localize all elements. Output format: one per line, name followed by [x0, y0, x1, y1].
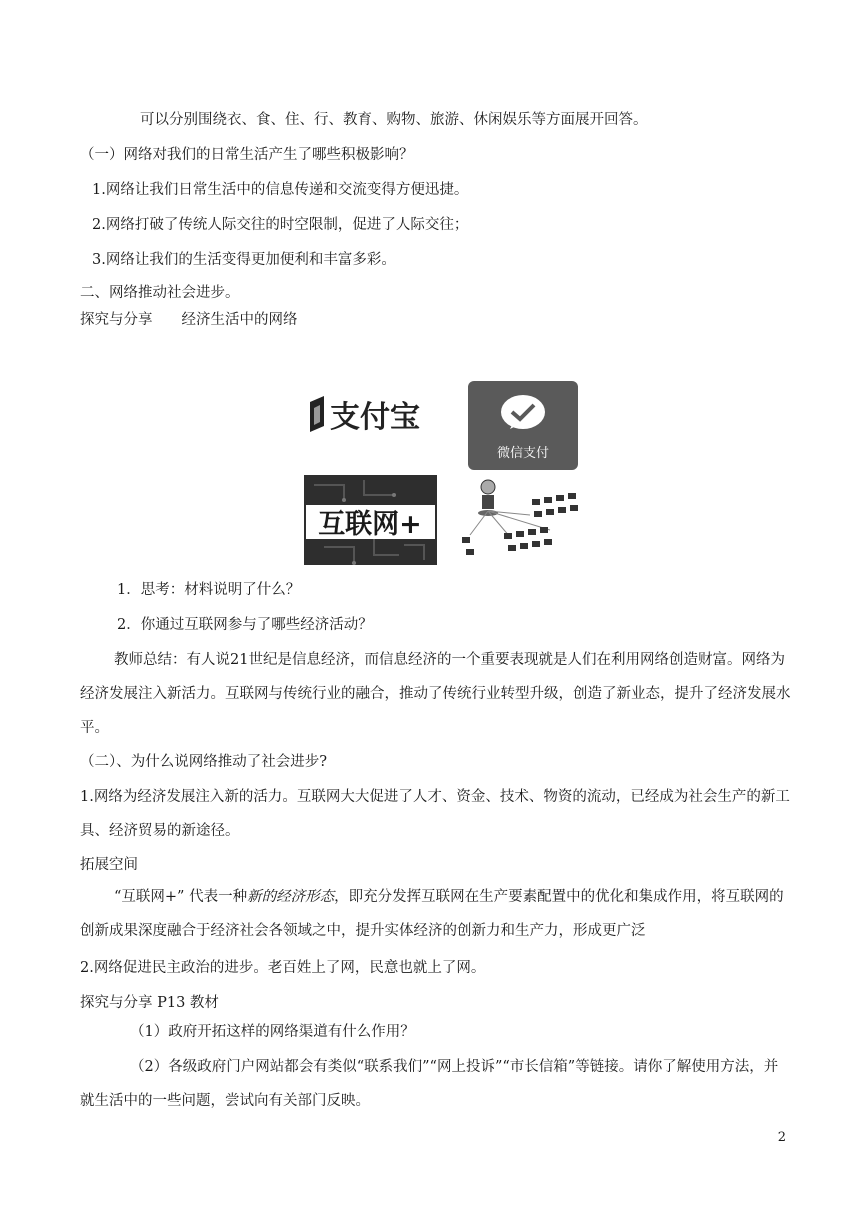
alipay-text: 支付宝 [330, 400, 420, 435]
alipay-logo [306, 392, 442, 440]
section1-title: （一）网络对我们的日常生活产生了哪些积极影响？ [80, 147, 414, 163]
internet-plus-text: 互联网+ [318, 509, 422, 540]
point-2: 2.网络打破了传统人际交往的时空限制，促进了人际交往； [92, 217, 469, 233]
gov-question-1: （1）政府开拓这样的网络渠道有什么作用？ [130, 1024, 415, 1040]
question-1: 1．思考：材料说明了什么？ [117, 582, 301, 598]
question-2: 2．你通过互联网参与了哪些经济活动？ [117, 617, 373, 633]
section2-title: （二）、为什么说网络推动了社会进步? [80, 754, 328, 770]
heading-2: 二、网络推动社会进步。 [80, 285, 240, 301]
explore-heading: 探究与分享 经济生活中的网络 [80, 312, 298, 328]
point-democracy: 2.网络促进民主政治的进步。老百姓上了网，民意也就上了网。 [80, 960, 486, 976]
network-illustration [460, 475, 588, 565]
gov-question-2: （2）各级政府门户网站都会有类似“联系我们”“网上投诉”“市长信箱”等链接。请你了解使用方法，并就生活中的一些问题，尝试向有关部门反映。 [80, 1059, 779, 1109]
wechat-pay-text: 微信支付 [496, 446, 550, 461]
point-3: 3.网络让我们的生活变得更加便利和丰富多彩。 [92, 252, 396, 268]
expand-title: 拓展空间 [80, 857, 138, 873]
expand-paragraph [80, 880, 792, 948]
internet-plus-image [304, 475, 437, 565]
explore-title-2: 探究与分享 P13 教材 [80, 995, 219, 1011]
page-number: 2 [777, 1130, 786, 1145]
expand-italic: 新的经济形态 [247, 889, 335, 905]
teacher-summary: 教师总结：有人说21世纪是信息经济，而信息经济的一个重要表现就是人们在利用网络创造财富。网络为经济发展注入新活力。互联网与传统行业的融合，推动了传统行业转型升级，创造了新业态，提升了经济发展水平。 [80, 652, 791, 736]
expand-part1: “互联网+” 代表一种 [114, 889, 248, 905]
point-economy: 1.网络为经济发展注入新的活力。互联网大大促进了人才、资金、技术、物资的流动，已经成为社会生产的新工具、经济贸易的新途径。 [80, 789, 790, 839]
point-1: 1.网络让我们日常生活中的信息传递和交流变得方便迅捷。 [92, 182, 469, 198]
intro-line: 可以分别围绕衣、食、住、行、教育、购物、旅游、休闲娱乐等方面展开回答。 [140, 112, 648, 128]
wechat-pay-logo [468, 381, 578, 470]
expand-part2: ，即充分发挥互联网在生产要素配置中的优化和集成作用，将互联网的创新成果深度融合于经济社会各领域之中，提升实体经济的创新力和生产力，形成更广泛 [80, 889, 784, 939]
